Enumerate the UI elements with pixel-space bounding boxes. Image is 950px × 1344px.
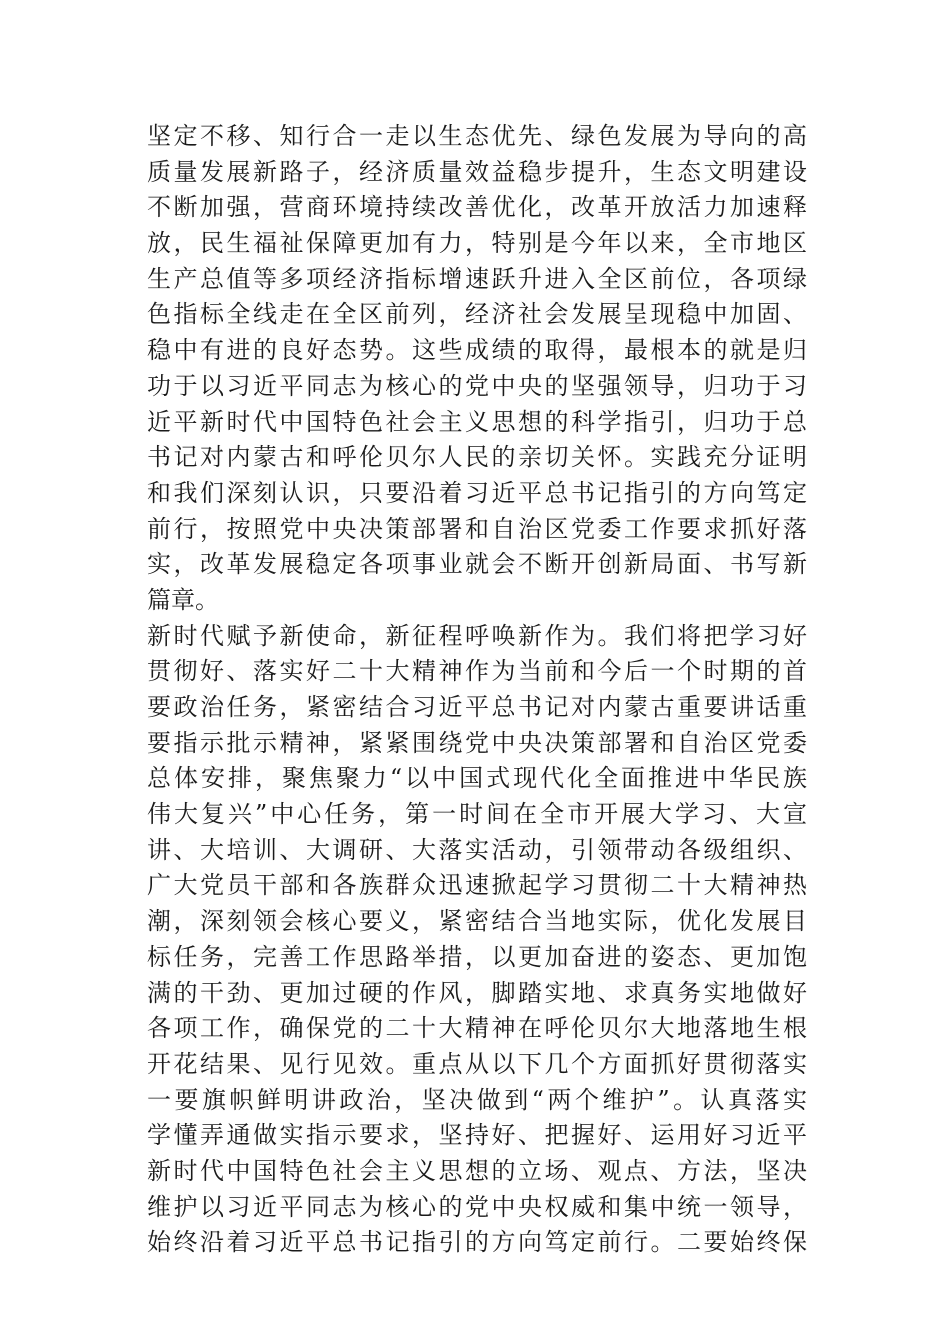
- text-line: 质量发展新路子，经济质量效益稳步提升，生态文明建设: [147, 157, 807, 186]
- text-line: 维护以习近平同志为核心的党中央权威和集中统一领导，: [147, 1192, 807, 1221]
- paragraph-2: [147, 619, 807, 1261]
- text-line: 不断加强，营商环境持续改善优化，改革开放活力加速释: [147, 193, 807, 222]
- text-line: 新时代中国特色社会主义思想的立场、观点、方法，坚决: [147, 1156, 807, 1185]
- text-line: 和我们深刻认识，只要沿着习近平总书记指引的方向笃定: [147, 478, 807, 507]
- text-line: 潮，深刻领会核心要义，紧密结合当地实际，优化发展目: [147, 907, 807, 936]
- text-line: 广大党员干部和各族群众迅速掀起学习贯彻二十大精神热: [147, 871, 807, 900]
- text-line: 开花结果、见行见效。重点从以下几个方面抓好贯彻落实: [147, 1049, 807, 1078]
- text-line: 伟大复兴”中心任务，第一时间在全市开展大学习、大宣: [147, 800, 807, 829]
- text-line: 要指示批示精神，紧紧围绕党中央决策部署和自治区党委: [147, 728, 807, 757]
- text-line: 生产总值等多项经济指标增速跃升进入全区前位，各项绿: [147, 264, 807, 293]
- text-line: 贯彻好、落实好二十大精神作为当前和今后一个时期的首: [147, 657, 807, 686]
- text-line: 篇章。: [147, 585, 219, 614]
- text-line: 前行，按照党中央决策部署和自治区党委工作要求抓好落: [147, 514, 807, 543]
- text-line: 学懂弄通做实指示要求，坚持好、把握好、运用好习近平: [147, 1121, 807, 1150]
- paragraph-1: [147, 119, 807, 619]
- text-line: 一要旗帜鲜明讲政治，坚决做到“两个维护”。认真落实: [147, 1085, 807, 1114]
- text-line: 书记对内蒙古和呼伦贝尔人民的亲切关怀。实践充分证明: [147, 443, 807, 472]
- text-line: 功于以习近平同志为核心的党中央的坚强领导，归功于习: [147, 371, 807, 400]
- text-line: 标任务，完善工作思路举措，以更加奋进的姿态、更加饱: [147, 942, 807, 971]
- text-line: 色指标全线走在全区前列，经济社会发展呈现稳中加固、: [147, 300, 807, 329]
- text-line: 坚定不移、知行合一走以生态优先、绿色发展为导向的高: [147, 122, 807, 150]
- document-body: [147, 119, 807, 1261]
- text-line: 要政治任务，紧密结合习近平总书记对内蒙古重要讲话重: [147, 693, 807, 721]
- text-line: 新时代赋予新使命，新征程呼唤新作为。我们将把学习好: [147, 621, 807, 650]
- text-line: 实，改革发展稳定各项事业就会不断开创新局面、书写新: [147, 550, 807, 579]
- text-line: 近平新时代中国特色社会主义思想的科学指引，归功于总: [147, 407, 807, 436]
- text-line: 稳中有进的良好态势。这些成绩的取得，最根本的就是归: [147, 336, 807, 365]
- text-line: 始终沿着习近平总书记指引的方向笃定前行。二要始终保: [147, 1228, 807, 1257]
- text-line: 满的干劲、更加过硬的作风，脚踏实地、求真务实地做好: [147, 978, 807, 1007]
- text-line: 总体安排，聚焦聚力“以中国式现代化全面推进中华民族: [147, 764, 807, 793]
- text-line: 各项工作，确保党的二十大精神在呼伦贝尔大地落地生根: [147, 1014, 807, 1043]
- text-line: 讲、大培训、大调研、大落实活动，引领带动各级组织、: [147, 835, 807, 864]
- text-line: 放，民生福祉保障更加有力，特别是今年以来，全市地区: [147, 229, 807, 258]
